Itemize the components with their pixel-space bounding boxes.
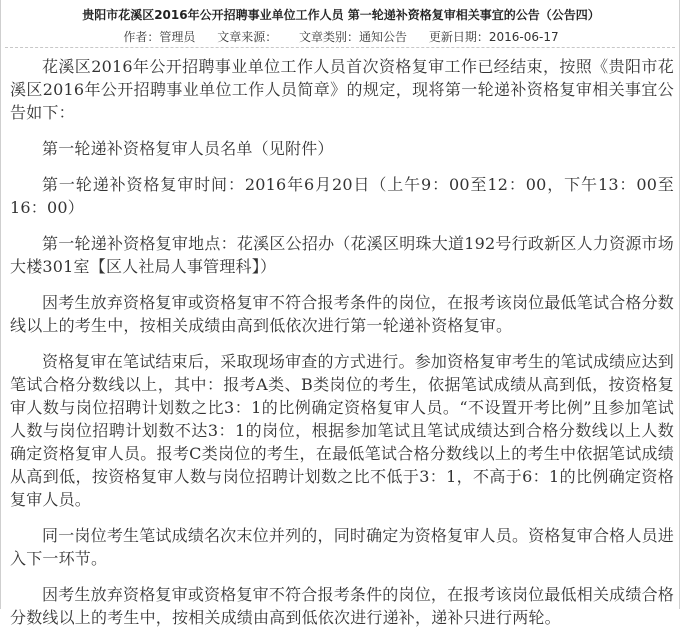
paragraph-name-list: 第一轮递补资格复审人员名单（见附件） xyxy=(42,139,334,158)
paragraph-review-time: 第一轮递补资格复审时间：2016年6月20日（上午9：00至12：00，下午13：00至16：00） xyxy=(10,175,674,217)
paragraph-intro: 花溪区2016年公开招聘事业单位工作人员首次资格复审工作已经结束，按照《贵阳市花溪区2016年公开招聘事业单位工作人员简章》的规定，现将第一轮递补资格复审相关事宜公告如下： xyxy=(10,57,674,122)
meta-category: 文章类别：通知公告 xyxy=(299,30,408,44)
article-meta xyxy=(1,28,681,45)
header-divider xyxy=(5,47,675,48)
paragraph-review-method: 资格复审在笔试结束后，采取现场审查的方式进行。参加资格复审考生的笔试成绩应达到笔试合格分数线以上，其中：报考A类、B类岗位的考生，依据笔试成绩从高到低，按资格复审人数与岗位招聘计划数之比3：1的比例确定资格复审人员。“不设置开考比例”且参加笔试人数与岗位招聘计划数不达3：1的岗位，根据参加笔试且笔试成绩达到合格分数线以上人数确定资格复审人员。报考C类岗位的考生，在最低笔试合格分数线以上的考生中依据笔试成绩从高到低，按资格复审人数与岗位招聘计划数之比不低于3：1，不高于6：1的比例确定资格复审人员。 xyxy=(10,352,674,509)
article-title: 贵阳市花溪区2016年公开招聘事业单位工作人员 第一轮递补资格复审相关事宜的公告（公告四） xyxy=(82,8,600,22)
meta-author: 作者：管理员 xyxy=(123,30,196,44)
meta-date: 更新日期：2016-06-17 xyxy=(428,30,559,44)
article-body xyxy=(10,55,674,642)
paragraph-substitution-rule: 因考生放弃资格复审或资格复审不符合报考条件的岗位，在报考该岗位最低笔试合格分数线以上的考生中，按相关成绩由高到低依次进行第一轮递补资格复审。 xyxy=(10,293,674,335)
paragraph-substitution-rounds: 因考生放弃资格复审或资格复审不符合报考条件的岗位，在报考该岗位最低相关成绩合格分数线以上的考生中，按相关成绩由高到低依次进行递补，递补只进行两轮。 xyxy=(10,585,674,627)
paragraph-tie-rule: 同一岗位考生笔试成绩名次末位并列的，同时确定为资格复审人员。资格复审合格人员进入下一环节。 xyxy=(10,526,674,568)
paragraph-review-location: 第一轮递补资格复审地点：花溪区公招办（花溪区明珠大道192号行政新区人力资源市场大楼301室【区人社局人事管理科】） xyxy=(10,234,674,276)
meta-source: 文章来源： xyxy=(217,30,278,44)
